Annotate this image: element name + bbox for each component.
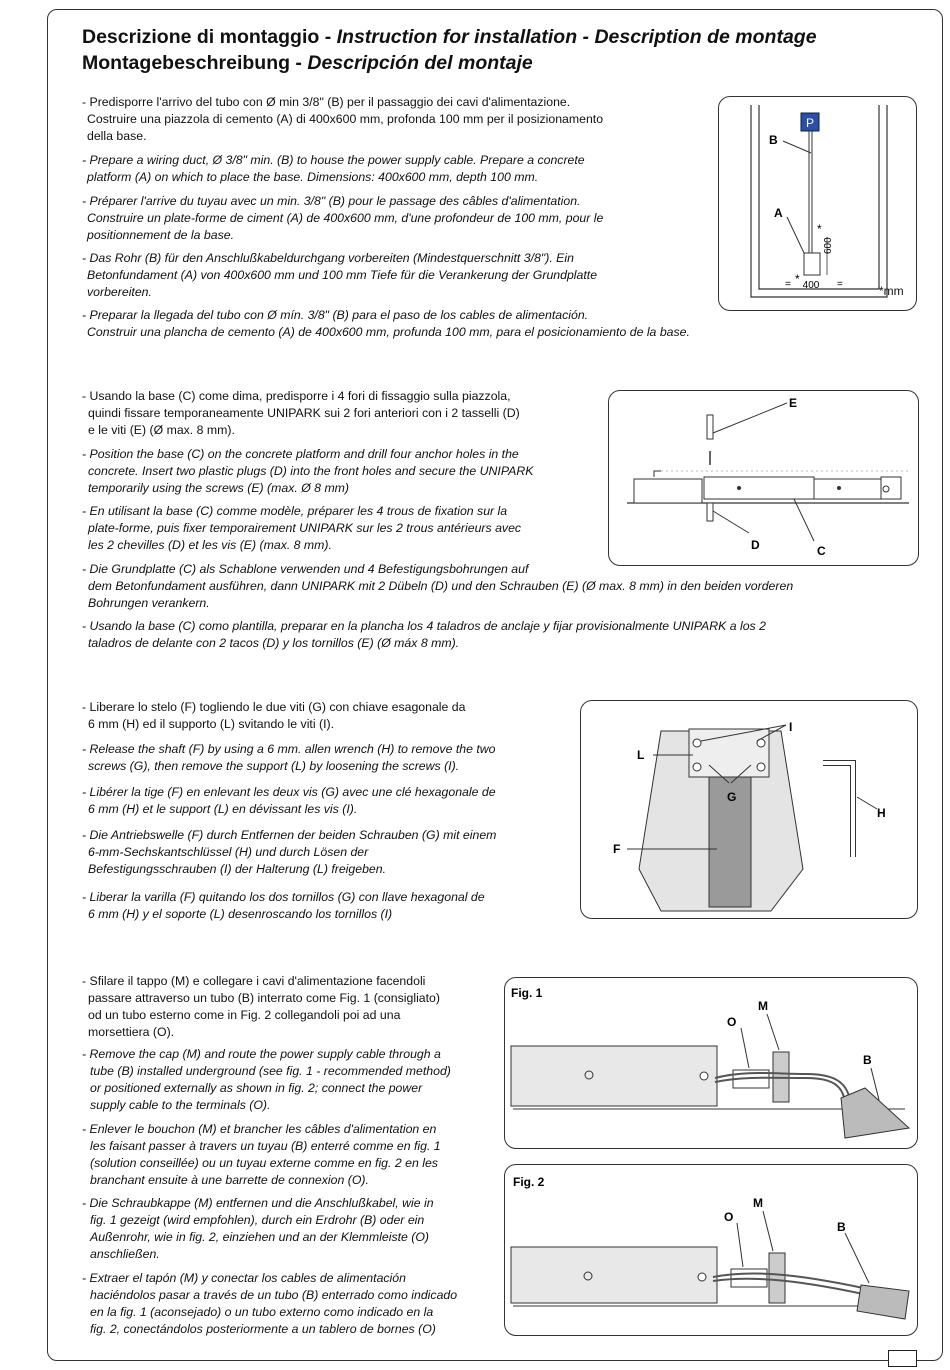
page-number-box [888,1350,917,1367]
s3-german: - Die Antriebswelle (F) durch Entfernen der beiden Schrauben (G) mit einem 6-mm-Sechskantschlüssel (H) und durch Lösen der Befestigungsschrauben (I) der Halterung (L) freigeben. [82,828,497,876]
fig1-label-m: M [758,999,768,1013]
s4-german: - Die Schraubkappe (M) entfernen und die Anschlußkabel, wie in fig. 1 gezeigt (wird empfohlen), durch ein Erdrohr (B) oder ein Außenrohr, wie in fig. 2, einziehen und an der Klemmleiste (O) anschließen. [82,1196,434,1261]
s2-german: - Die Grundplatte (C) als Schablone verwenden und 4 Befestigungsbohrungen auf dem Betonfundament ausführen, dann UNIPARK mit 2 Dübeln (D) und den Schrauben (E) (Ø max. 8 mm) in den beiden vorderen Bohrungen verankern. [82,562,794,610]
s1-english: - Prepare a wiring duct, Ø 3/8" min. (B) to house the power supply cable. Prepare a concrete platform (A) on which to place the base. Dimensions: 400x600 mm, depth 100 mm. [82,153,585,184]
svg-text:=: = [785,279,791,290]
figure-base-anchoring [608,390,919,566]
fig2-label-m: M [753,1196,763,1210]
s2-italian: - Usando la base (C) come dima, predisporre i 4 fori di fissaggio sulla piazzola, quindi fissare temporaneamente UNIPARK sui 2 fori anteriori con i 2 tasselli (D) e le viti (E) (Ø max. 8 mm). [82,389,520,437]
label-b: B [769,133,778,147]
label-g: G [727,790,737,804]
fig1-diagram [505,978,919,1150]
label-f: F [613,842,621,856]
base-anchoring-diagram [609,391,920,567]
label-h: H [877,806,886,820]
label-a: A [774,206,783,220]
svg-text:=: = [837,279,843,290]
s2-french: - En utilisant la base (C) comme modèle, préparer les 4 trous de fixation sur la plate-forme, puis fixer temporairement UNIPARK sur les 2 trous antérieurs avec les 2 chevilles (D) et les vis (E) (max. 8 mm). [82,504,522,552]
title-italian: Descrizione di montaggio - [82,26,337,48]
label-c: C [817,544,826,558]
svg-text:*: * [817,222,822,236]
figure-1-underground [504,977,918,1149]
figure-foundation [718,96,917,311]
figure-shaft-release [580,700,918,919]
svg-text:P: P [805,116,815,130]
s1-german: - Das Rohr (B) für den Anschlußkabeldurchgang vorbereiten (Mindestquerschnitt 3/8"). Ein Betonfundament (A) von 400x600 mm und 100 mm Tiefe für die Verankerung der Grundplatte vorbereiten. [82,251,598,299]
label-d: D [751,538,760,552]
fig2-label-b: B [837,1220,846,1234]
fig1-title: Fig. 1 [511,986,543,1000]
s3-italian: - Liberare lo stelo (F) togliendo le due viti (G) con chiave esagonale da 6 mm (H) ed il supporto (L) svitando le viti (I). [82,700,466,731]
s2-spanish: - Usando la base (C) como plantilla, preparar en la plancha los 4 taladros de anclaje y fijar provisionalmente UNIPARK a los 2 taladros de delante con 2 tacos (D) y los tornillos (E) (Ø máx 8 mm). [82,619,766,650]
s4-english: - Remove the cap (M) and route the power supply cable through a tube (B) installed underground (see fig. 1 - recommended method) or positioned externally as shown in fig. 2; connect the power supply cable to the terminals (O). [82,1047,451,1112]
s4-italian: - Sfilare il tappo (M) e collegare i cavi d'alimentazione facendoli passare attraverso un tubo (B) interrato come Fig. 1 (consigliato) od un tubo esterno come in Fig. 2 collegandoli poi ad una morsettiera (O). [82,974,440,1039]
s3-spanish: - Liberar la varilla (F) quitando los dos tornillos (G) con llave hexagonal de 6 mm (H) y el soporte (L) desenroscando los tornillos (I) [82,890,485,921]
title-german: Montagebeschreibung - [82,52,308,74]
foundation-diagram [719,97,918,312]
s4-french: - Enlever le bouchon (M) et brancher les câbles d'alimentation en les faisant passer à travers un tuyau (B) enterré comme en fig. 1 (solution conseillée) ou un tuyau externe comme en fig. 2 en les branchant ensuite à une barrette de connexion (O). [82,1122,441,1187]
label-l: L [637,748,645,762]
fig1-label-o: O [727,1015,737,1029]
shaft-release-diagram [581,701,919,920]
s1-italian: - Predisporre l'arrivo del tubo con Ø min 3/8" (B) per il passaggio dei cavi d'alimentazione. Costruire una piazzola di cemento (A) di 400x600 mm, profonda 100 mm per il posizionamento della base. [82,95,604,143]
svg-text:*: * [795,272,800,286]
label-i: I [789,720,793,734]
label-e: E [789,396,798,410]
s4-spanish: - Extraer el tapón (M) y conectar los cables de alimentación haciéndolos pasar a través de un tubo (B) enterrado como indicado en la fig. 1 (aconsejado) o un tubo externo como indicado en la fig. 2, conectándolos posteriormente a un tablero de bornes (O) [82,1271,458,1336]
s1-spanish: - Preparar la llegada del tubo con Ø mín. 3/8" (B) para el paso de los cables de alimentación. Construir una plancha de cemento (A) de 400x600 mm, profunda 100 mm, para el posicionamiento de la base. [82,308,690,339]
svg-text:400: 400 [802,280,820,291]
s2-english: - Position the base (C) on the concrete platform and drill four anchor holes in the concrete. Insert two plastic plugs (D) into the front holes and secure the UNIPARK temporarily using the screws (E) (max. Ø 8 mm) [82,447,534,495]
svg-text:600: 600 [823,237,834,254]
fig2-diagram [505,1165,919,1337]
title-spanish: Descripción del montaje [307,52,533,74]
figure-2-external [504,1164,918,1336]
s3-english: - Release the shaft (F) by using a 6 mm. allen wrench (H) to remove the two screws (G), then remove the support (L) by loosening the screws (I). [82,742,496,773]
title-en-fr: Instruction for installation - Description de montage [336,26,817,48]
s3-french: - Libérer la tige (F) en enlevant les deux vis (G) avec une clé hexagonale de 6 mm (H) et le support (L) en dévissant les vis (I). [82,785,496,816]
fig2-label-o: O [724,1210,734,1224]
fig1-label-b: B [863,1053,872,1067]
page-title [82,24,817,76]
unit-label: *mm [879,284,904,298]
s1-french: - Préparer l'arrive du tuyau avec un min. 3/8" (B) pour le passage des câbles d'alimentation. Construire un plate-forme de ciment (A) de 400x600 mm, d'une profondeur de 100 mm, pour le positionnement de la base. [82,194,604,242]
fig2-title: Fig. 2 [513,1175,545,1189]
